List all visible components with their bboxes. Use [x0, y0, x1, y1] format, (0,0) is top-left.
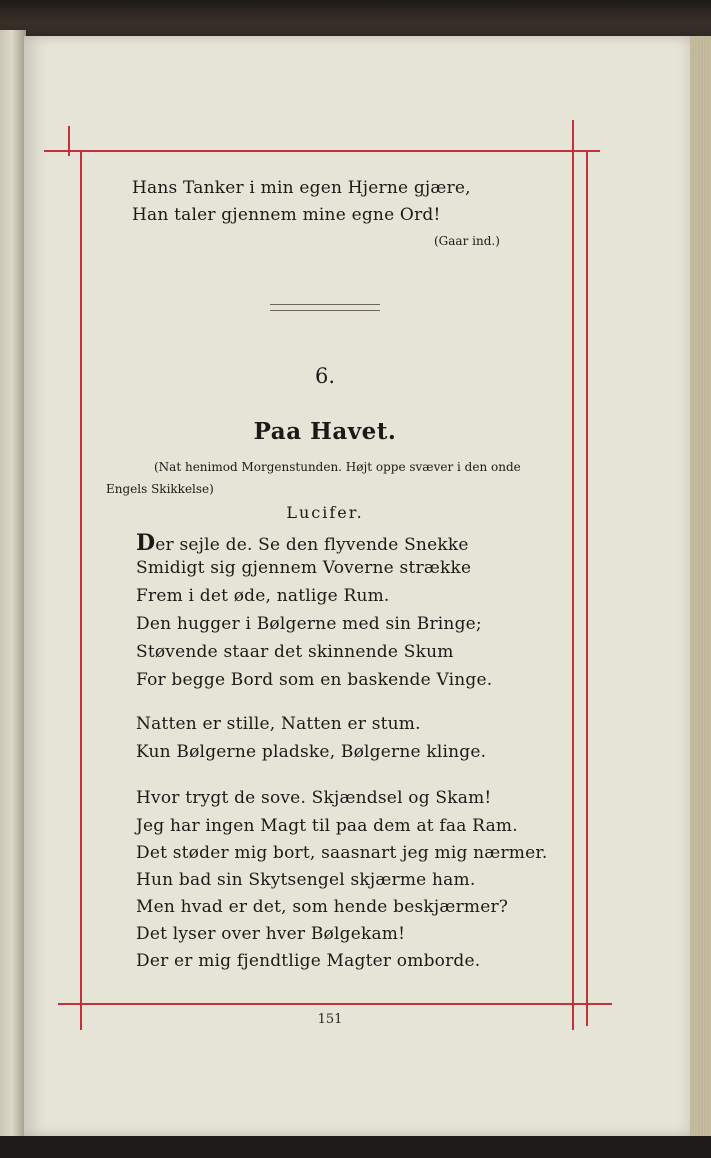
verse-line: Han taler gjennem mine egne Ord! — [132, 205, 441, 225]
stage-direction-line: (Nat henimod Morgenstunden. Højt oppe svæver i den onde — [154, 460, 521, 474]
stage-direction-exit: (Gaar ind.) — [434, 234, 500, 248]
frame-rule-right — [586, 150, 588, 1026]
verse-line-rest: er sejle de. Se den flyvende Snekke — [155, 535, 469, 555]
frame-rule-right-inner — [572, 120, 574, 1030]
verse-line: Frem i det øde, natlige Rum. — [136, 586, 390, 606]
verse-line: Kun Bølgerne pladske, Bølgerne klinge. — [136, 742, 487, 762]
verse-line: Jeg har ingen Magt til paa dem at faa Ram. — [136, 816, 518, 836]
frame-rule-left — [80, 150, 82, 1030]
frame-rule-bottom — [58, 1003, 612, 1005]
verse-line: Det lyser over hver Bølgekam! — [136, 924, 406, 944]
frame-rule-top — [44, 150, 600, 152]
verse-line: Natten er stille, Natten er stum. — [136, 714, 421, 734]
section-number: 6. — [314, 364, 336, 388]
section-title: Paa Havet. — [253, 418, 397, 445]
speaker-name: Lucifer. — [286, 503, 364, 522]
verse-line: Hans Tanker i min egen Hjerne gjære, — [132, 178, 471, 198]
frame-rule-left-tick — [68, 126, 70, 156]
verse-line: Hvor trygt de sove. Skjændsel og Skam! — [136, 788, 492, 808]
page-number: 151 — [317, 1012, 343, 1027]
stage-direction-line: Engels Skikkelse) — [106, 482, 214, 496]
page-block-edge — [690, 36, 711, 1140]
scan-bottom-border — [0, 1136, 711, 1158]
section-separator — [270, 304, 380, 311]
verse-line: Der er mig fjendtlige Magter omborde. — [136, 951, 481, 971]
verse-line: Smidigt sig gjennem Voverne strække — [136, 558, 472, 578]
verse-line: Det støder mig bort, saasnart jeg mig nærmer. — [136, 843, 548, 863]
verse-line: Hun bad sin Skytsengel skjærme ham. — [136, 870, 476, 890]
verse-line: Den hugger i Bølgerne med sin Bringe; — [136, 614, 482, 634]
verse-line-first — [136, 530, 469, 556]
drop-cap: D — [136, 530, 156, 556]
previous-page-edge — [0, 30, 26, 1140]
verse-line: For begge Bord som en baskende Vinge. — [136, 670, 493, 690]
verse-line: Støvende staar det skinnende Skum — [136, 642, 454, 662]
verse-line: Men hvad er det, som hende beskjærmer? — [136, 897, 509, 917]
